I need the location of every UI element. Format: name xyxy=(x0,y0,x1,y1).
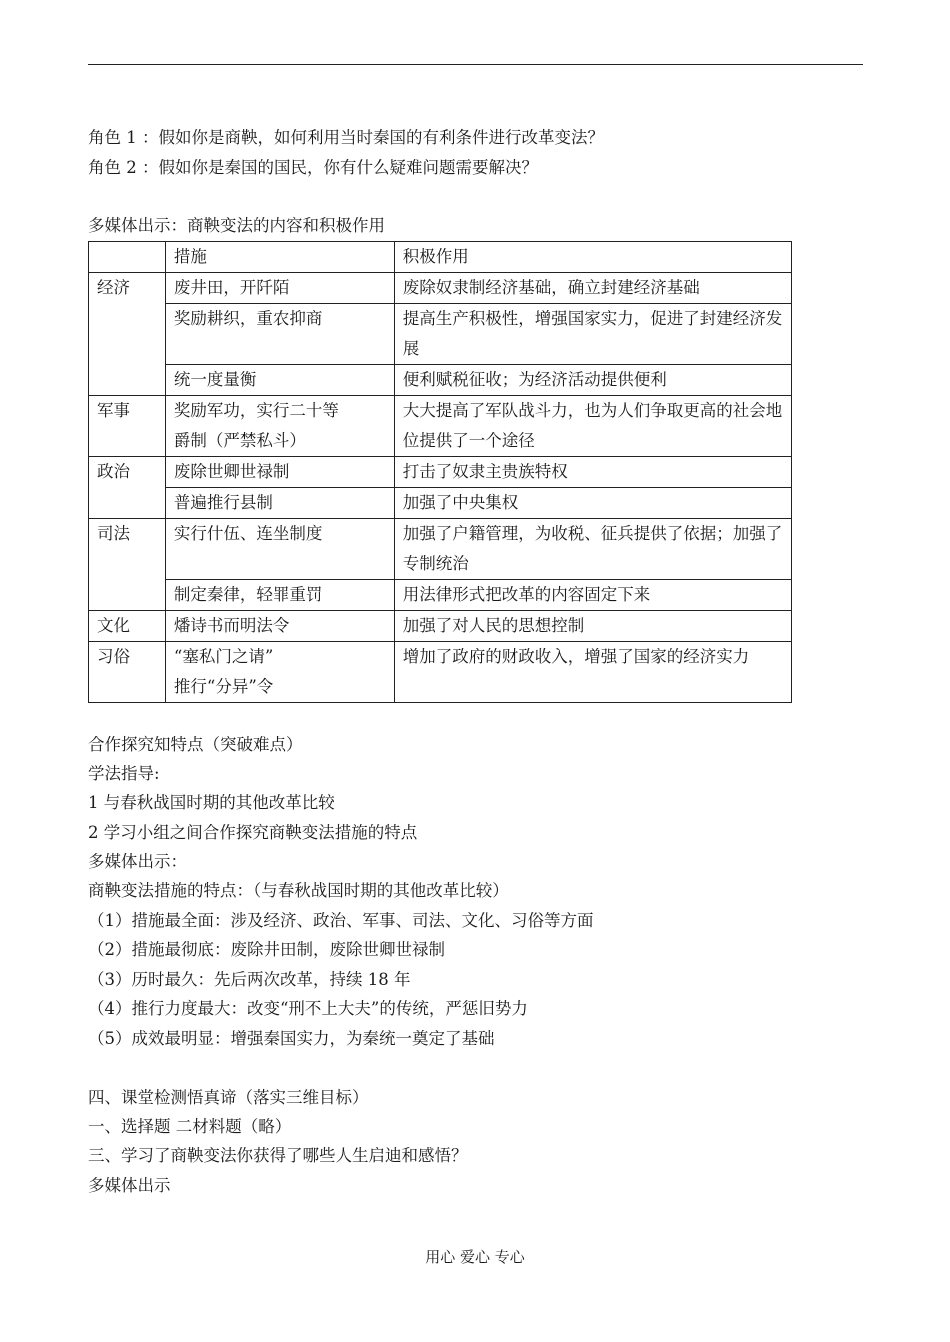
effect-cell: 加强了中央集权 xyxy=(394,488,791,519)
page-footer: 用心 爱心 专心 xyxy=(425,1248,525,1266)
header-cell-effects: 积极作用 xyxy=(394,242,791,273)
feature-item: （5）成效最明显：增强秦国实力，为秦统一奠定了基础 xyxy=(88,1029,495,1048)
table-row xyxy=(89,519,792,580)
measure-cell: 实行什伍、连坐制度 xyxy=(165,519,394,580)
category-military: 军事 xyxy=(89,396,166,457)
feature-item: （3）历时最久：先后两次改革，持续 18 年 xyxy=(88,970,411,989)
features-heading: 商鞅变法措施的特点：（与春秋战国时期的其他改革比较） xyxy=(88,881,509,900)
measure-cell: 普遍推行县制 xyxy=(165,488,394,519)
category-economy: 经济 xyxy=(89,273,166,396)
effect-cell: 废除奴隶制经济基础，确立封建经济基础 xyxy=(394,273,791,304)
reform-table xyxy=(88,241,792,703)
measure-cell: 废井田，开阡陌 xyxy=(165,273,394,304)
table-header-row xyxy=(89,242,792,273)
effect-cell: 大大提高了军队战斗力，也为人们争取更高的社会地位提供了一个途径 xyxy=(394,396,791,457)
section-heading: 四、课堂检测悟真谛（落实三维目标） xyxy=(88,1088,369,1107)
media-label: 多媒体出示 xyxy=(88,1176,171,1195)
table-row xyxy=(89,457,792,488)
measure-line: 奖励军功，实行二十等 xyxy=(173,401,339,420)
effect-cell: 用法律形式把改革的内容固定下来 xyxy=(394,580,791,611)
table-row xyxy=(89,488,792,519)
section-heading: 合作探究知特点（突破难点） xyxy=(88,735,303,754)
measure-line: “塞私门之请” xyxy=(173,647,274,666)
effect-cell: 加强了对人民的思想控制 xyxy=(394,611,791,642)
effect-cell: 便利赋税征收；为经济活动提供便利 xyxy=(394,365,791,396)
measure-cell: 废除世卿世禄制 xyxy=(165,457,394,488)
effect-cell: 打击了奴隶主贵族特权 xyxy=(394,457,791,488)
category-judiciary: 司法 xyxy=(89,519,166,611)
header-rule xyxy=(88,64,863,65)
measure-cell: 制定秦律，轻罪重罚 xyxy=(165,580,394,611)
measure-cell: 燔诗书而明法令 xyxy=(165,611,394,642)
table-row xyxy=(89,273,792,304)
table-row xyxy=(89,365,792,396)
feature-item: （1）措施最全面：涉及经济、政治、军事、司法、文化、习俗等方面 xyxy=(88,911,594,930)
guide-item: 2 学习小组之间合作探究商鞅变法措施的特点 xyxy=(88,823,418,842)
category-politics: 政治 xyxy=(89,457,166,519)
table-row xyxy=(89,642,792,703)
measure-cell: 统一度量衡 xyxy=(165,365,394,396)
feature-item: （4）推行力度最大：改变“刑不上大夫”的传统，严惩旧势力 xyxy=(88,999,528,1018)
feature-item: （2）措施最彻底：废除井田制，废除世卿世禄制 xyxy=(88,940,445,959)
effect-cell: 增加了政府的财政收入，增强了国家的经济实力 xyxy=(394,642,791,703)
effect-cell: 加强了户籍管理，为收税、征兵提供了依据；加强了专制统治 xyxy=(394,519,791,580)
measure-cell xyxy=(165,396,394,457)
exercise-line: 一、选择题 二材料题（略） xyxy=(88,1117,292,1136)
table-caption: 多媒体出示：商鞅变法的内容和积极作用 xyxy=(88,216,385,235)
role-2-question: 角色 2 ：假如你是秦国的国民，你有什么疑难问题需要解决？ xyxy=(88,158,538,177)
measure-cell: 奖励耕织，重农抑商 xyxy=(165,304,394,365)
category-culture: 文化 xyxy=(89,611,166,642)
exercise-line: 三、学习了商鞅变法你获得了哪些人生启迪和感悟？ xyxy=(88,1146,468,1165)
guide-item: 1 与春秋战国时期的其他改革比较 xyxy=(88,793,335,812)
measure-line: 推行“分异”令 xyxy=(173,677,274,696)
table-row xyxy=(89,396,792,457)
measure-line: 爵制（严禁私斗） xyxy=(173,431,306,450)
study-guide-label: 学法指导: xyxy=(88,764,160,783)
category-customs: 习俗 xyxy=(89,642,166,703)
table-row xyxy=(89,611,792,642)
measure-cell xyxy=(165,642,394,703)
table-row xyxy=(89,304,792,365)
media-label: 多媒体出示： xyxy=(88,852,187,871)
header-cell-measures: 措施 xyxy=(165,242,394,273)
effect-cell: 提高生产积极性，增强国家实力，促进了封建经济发展 xyxy=(394,304,791,365)
role-1-question: 角色 1 ：假如你是商鞅，如何利用当时秦国的有利条件进行改革变法？ xyxy=(88,128,604,147)
header-cell-category xyxy=(89,242,166,273)
table-row xyxy=(89,580,792,611)
